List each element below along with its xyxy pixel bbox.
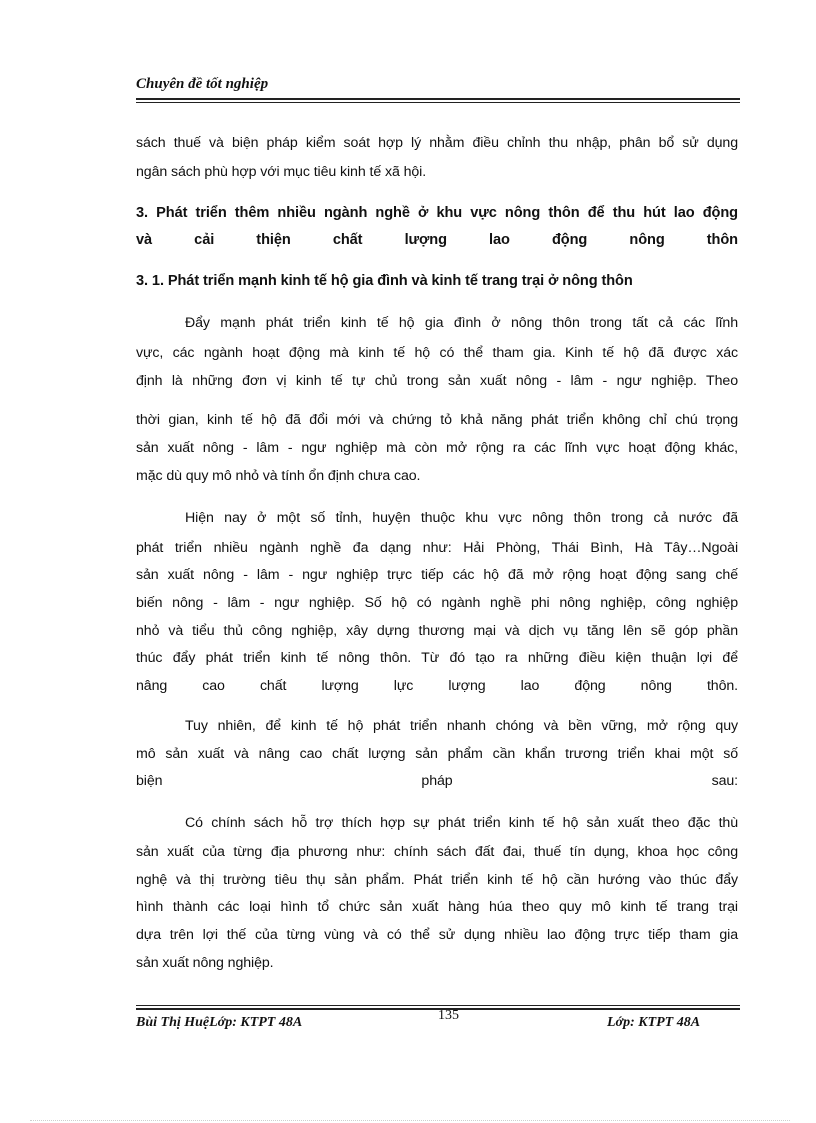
body-line: ngân sách phù hợp với mục tiêu kinh tế xã hội. (136, 164, 427, 180)
header-title: Chuyên đề tốt nghiệp (136, 76, 269, 92)
body-line: thời gian, kinh tế hộ đã đổi mới và chứng tỏ khả năng phát triển không chỉ chú trọng (136, 412, 738, 428)
body-line: nhỏ và tiểu thủ công nghiệp, xây dựng thương mại và dịch vụ tăng lên sẽ góp phần (136, 623, 738, 639)
body-line: Hiện nay ở một số tỉnh, huyện thuộc khu vực nông thôn trong cả nước đã (185, 510, 738, 526)
page-edge-dotted-line (30, 1120, 790, 1121)
header-rule-bottom (136, 102, 740, 103)
body-line: Đẩy mạnh phát triển kinh tế hộ gia đình ở nông thôn trong tất cả các lĩnh (185, 315, 738, 331)
body-line: Tuy nhiên, để kinh tế hộ phát triển nhanh chóng và bền vững, mở rộng quy (185, 718, 738, 734)
page-number: 135 (438, 1008, 459, 1023)
subsection-heading: 3. 1. Phát triển mạnh kinh tế hộ gia đình và kinh tế trang trại ở nông thôn (136, 273, 633, 289)
body-line: vực, các ngành hoạt động mà kinh tế hộ có thể tham gia. Kinh tế hộ đã được xác (136, 345, 738, 361)
body-line: sách thuế và biện pháp kiểm soát hợp lý nhằm điều chỉnh thu nhập, phân bổ sử dụng (136, 135, 738, 151)
section-heading: 3. Phát triển thêm nhiều ngành nghề ở khu vực nông thôn để thu hút lao động (136, 205, 738, 221)
body-line: mặc dù quy mô nhỏ và tính ổn định chưa cao. (136, 468, 421, 484)
body-line: biến nông - lâm - ngư nghiệp. Số hộ có ngành nghề phi nông nghiệp, công nghiệp (136, 595, 738, 611)
body-line: hình thành các loại hình tổ chức sản xuất hàng húa theo quy mô kinh tế trang trại (136, 899, 738, 915)
footer-rule-top (136, 1005, 740, 1006)
header-rule-top (136, 98, 740, 100)
body-line: biện pháp sau: (136, 773, 738, 789)
body-line: sản xuất nông - lâm - ngư nghiệp trực tiếp các hộ đã mở rộng hoạt động sang chế (136, 567, 738, 583)
body-line: dựa trên lợi thế của từng vùng và có thể sử dụng nhiều lao động trực tiếp tham gia (136, 927, 738, 943)
body-line: sản xuất nông nghiệp. (136, 955, 274, 971)
footer-author: Bùi Thị HuệLớp: KTPT 48A (136, 1015, 303, 1030)
body-line: thúc đẩy phát triển kinh tế nông thôn. Từ đó tạo ra những điều kiện thuận lợi để (136, 650, 738, 666)
body-line: nghệ và thị trường tiêu thụ sản phẩm. Phát triển kinh tế hộ cần hướng vào thúc đẩy (136, 872, 738, 888)
footer-class: Lớp: KTPT 48A (607, 1015, 701, 1030)
body-line: phát triển nhiều ngành nghề đa dạng như: Hải Phòng, Thái Bình, Hà Tây…Ngoài (136, 540, 738, 556)
section-heading: và cải thiện chất lượng lao động nông thôn (136, 232, 738, 248)
body-line: sản xuất nông - lâm - ngư nghiệp mà còn mở rộng ra các lĩnh vực hoạt động khác, (136, 440, 738, 456)
body-line: mô sản xuất và nâng cao chất lượng sản phẩm cần khẩn trương triển khai một số (136, 746, 738, 762)
body-line: Có chính sách hỗ trợ thích hợp sự phát triển kinh tế hộ sản xuất theo đặc thù (185, 815, 738, 831)
body-line: sản xuất của từng địa phương như: chính sách đất đai, thuế tín dụng, khoa học công (136, 844, 738, 860)
body-line: định là những đơn vị kinh tế tự chủ trong sản xuất nông - lâm - ngư nghiệp. Theo (136, 373, 738, 389)
body-line: nâng cao chất lượng lực lượng lao động nông thôn. (136, 678, 738, 694)
